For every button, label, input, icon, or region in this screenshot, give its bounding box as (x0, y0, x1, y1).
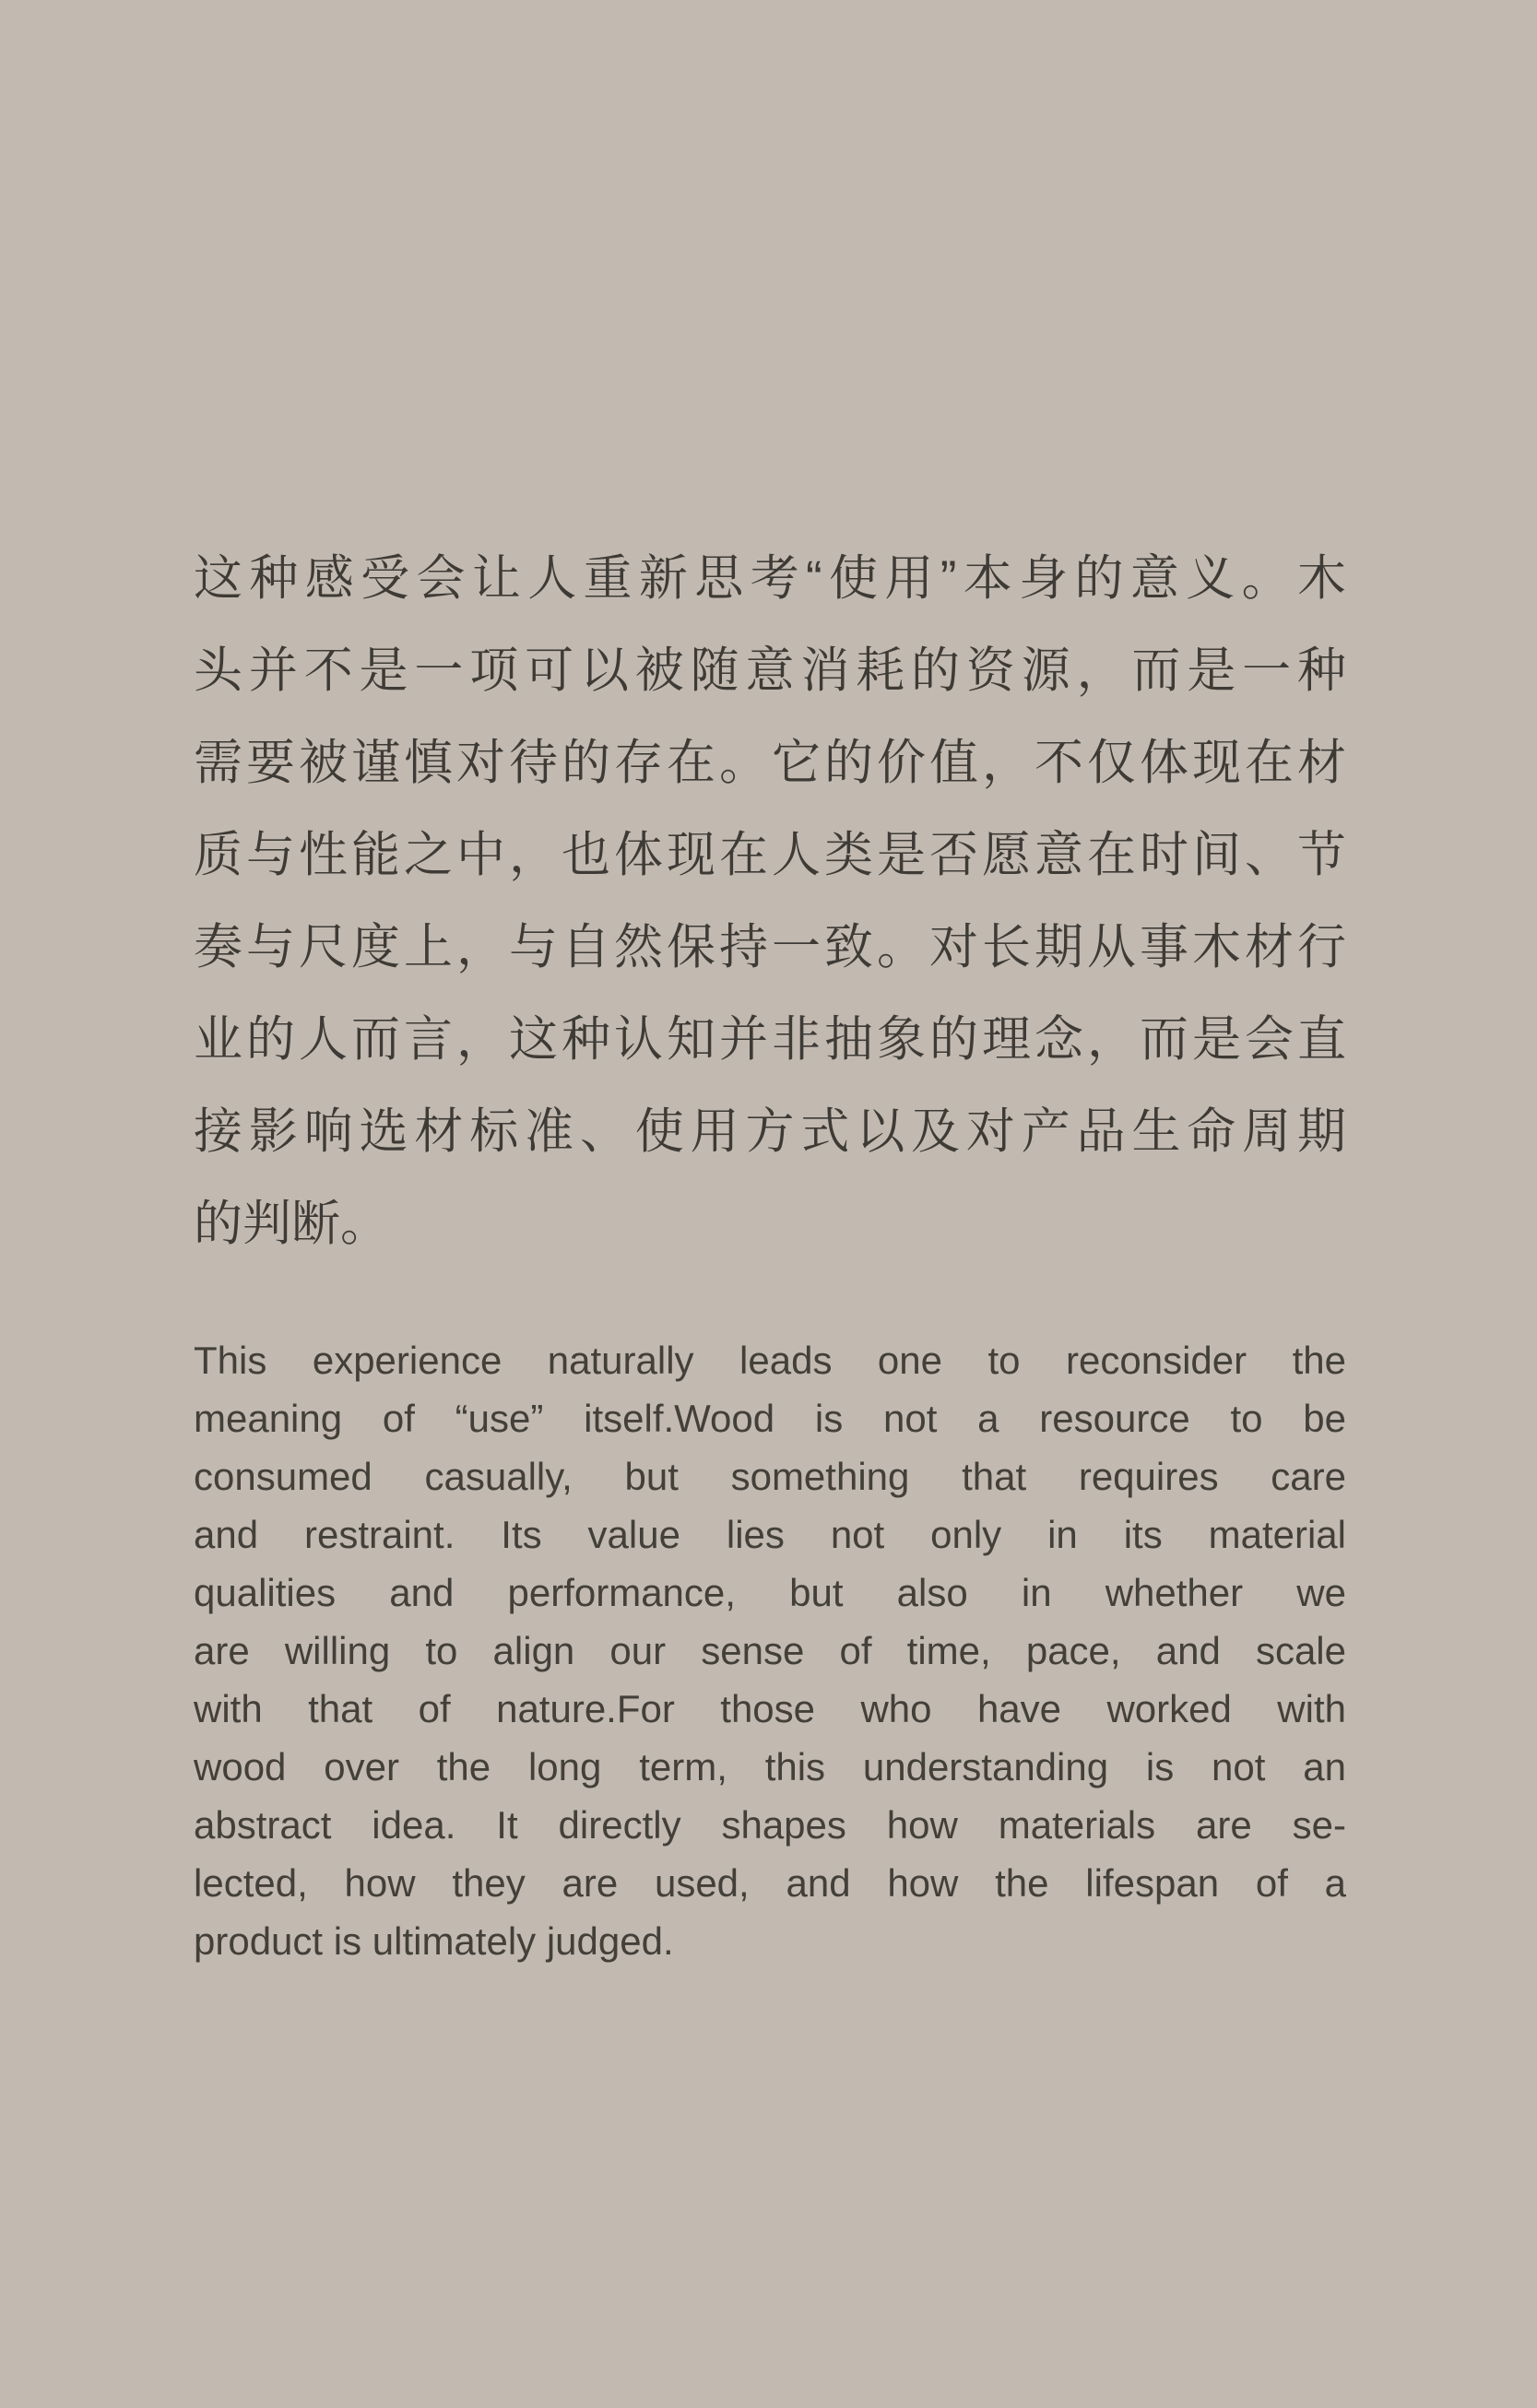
text-line: 奏与尺度上，与自然保持一致。对长期从事木材行 (194, 920, 1346, 974)
english-paragraph (194, 1331, 1346, 1970)
text-line: and restraint. Its value lies not only in its material (194, 1513, 1346, 1556)
text-line: wood over the long term, this understanding is not an (194, 1745, 1346, 1788)
text-line: with that of nature.For those who have worked with (194, 1687, 1346, 1730)
text-line: 这种感受会让人重新思考“使用”本身的意义。木 (194, 551, 1346, 606)
text-line: product is ultimately judged. (194, 1919, 674, 1963)
text-line: 业的人而言，这种认知并非抽象的理念，而是会直 (194, 1012, 1346, 1067)
text-line: are willing to align our sense of time, pace, and scale (194, 1629, 1346, 1672)
text-line: 接影响选材标准、使用方式以及对产品生命周期 (194, 1104, 1346, 1159)
text-line: 的判断。 (194, 1197, 389, 1251)
page-content (194, 533, 1346, 1970)
text-line: qualities and performance, but also in whether we (194, 1571, 1346, 1614)
text-line: This experience naturally leads one to reconsider the (194, 1339, 1346, 1382)
text-line: 质与性能之中，也体现在人类是否愿意在时间、节 (194, 828, 1346, 882)
text-line: 头并不是一项可以被随意消耗的资源，而是一种 (194, 643, 1346, 698)
text-line: lected, how they are used, and how the lifespan of a (194, 1861, 1346, 1905)
text-line: meaning of “use” itself.Wood is not a resource to be (194, 1397, 1346, 1440)
chinese-paragraph (194, 533, 1346, 1270)
text-line: 需要被谨慎对待的存在。它的价值，不仅体现在材 (194, 736, 1346, 790)
text-line: abstract idea. It directly shapes how materials are se- (194, 1803, 1346, 1847)
text-line: consumed casually, but something that requires care (194, 1455, 1346, 1498)
